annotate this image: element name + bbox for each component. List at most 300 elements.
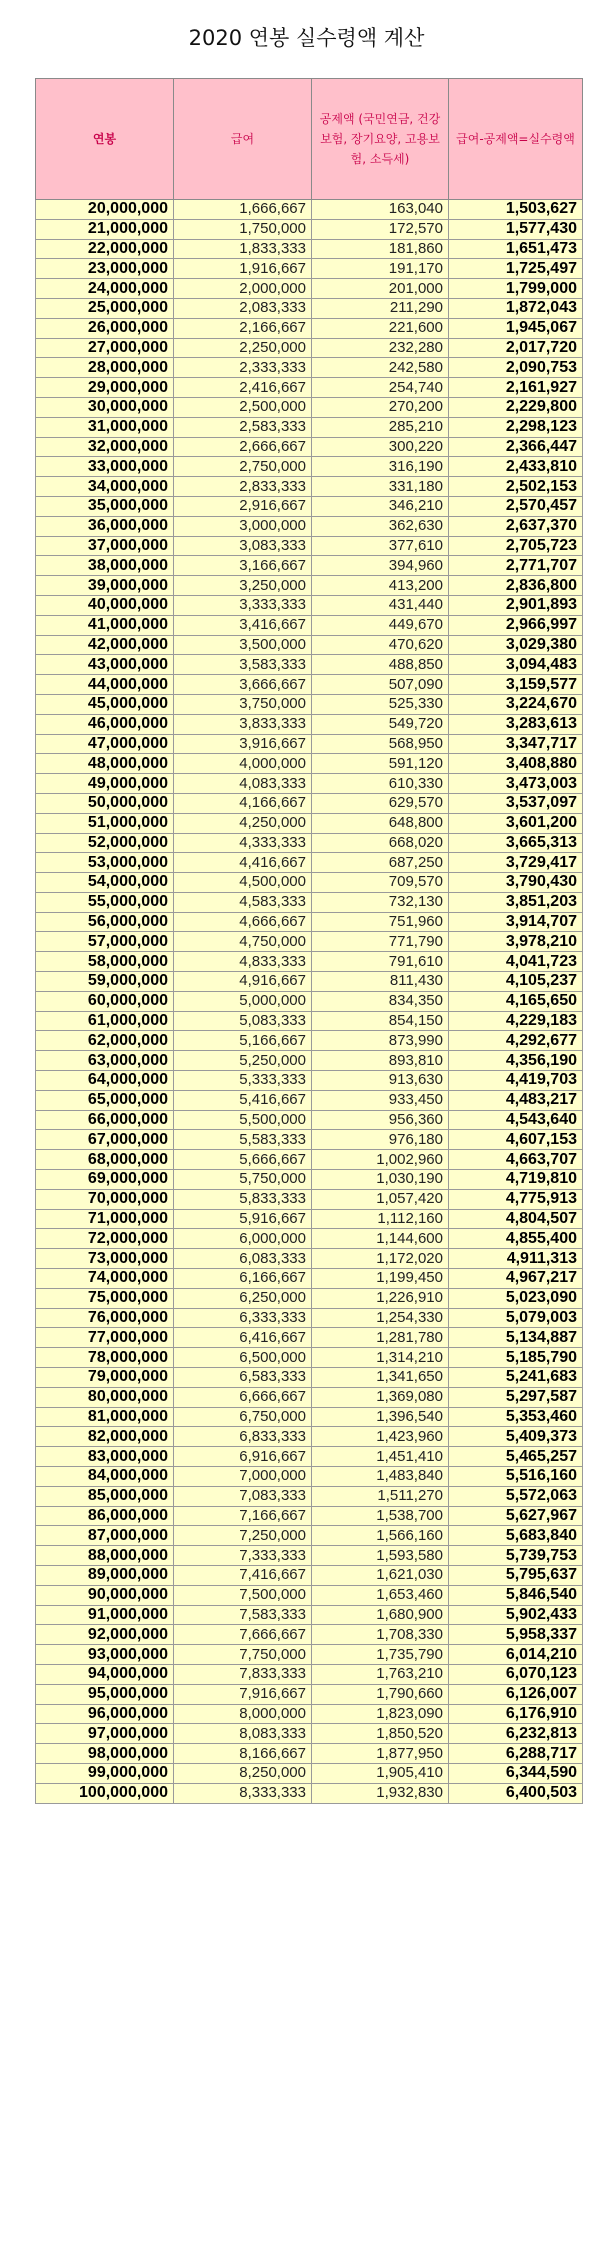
cell-net-pay: 3,665,313	[449, 833, 583, 853]
cell-deductions: 591,120	[312, 754, 449, 774]
table-row	[36, 358, 583, 378]
cell-monthly-pay: 7,583,333	[174, 1605, 312, 1625]
cell-annual-salary: 40,000,000	[36, 595, 174, 615]
table-row	[36, 1368, 583, 1388]
cell-net-pay: 5,739,753	[449, 1546, 583, 1566]
cell-annual-salary: 92,000,000	[36, 1625, 174, 1645]
cell-annual-salary: 74,000,000	[36, 1269, 174, 1289]
cell-annual-salary: 24,000,000	[36, 279, 174, 299]
cell-deductions: 956,360	[312, 1110, 449, 1130]
cell-net-pay: 2,298,123	[449, 417, 583, 437]
cell-monthly-pay: 6,916,667	[174, 1447, 312, 1467]
table-row	[36, 1783, 583, 1803]
cell-annual-salary: 42,000,000	[36, 635, 174, 655]
page-title: 2020 연봉 실수령액 계산	[188, 26, 425, 50]
cell-annual-salary: 38,000,000	[36, 556, 174, 576]
table-row	[36, 1427, 583, 1447]
table-row	[36, 813, 583, 833]
cell-net-pay: 2,017,720	[449, 338, 583, 358]
cell-net-pay: 3,094,483	[449, 655, 583, 675]
table-row	[36, 1447, 583, 1467]
cell-annual-salary: 71,000,000	[36, 1209, 174, 1229]
cell-annual-salary: 95,000,000	[36, 1684, 174, 1704]
cell-deductions: 201,000	[312, 279, 449, 299]
cell-annual-salary: 20,000,000	[36, 200, 174, 220]
cell-monthly-pay: 3,000,000	[174, 516, 312, 536]
cell-annual-salary: 70,000,000	[36, 1189, 174, 1209]
cell-net-pay: 5,958,337	[449, 1625, 583, 1645]
cell-monthly-pay: 7,000,000	[174, 1467, 312, 1487]
cell-deductions: 1,763,210	[312, 1664, 449, 1684]
cell-annual-salary: 99,000,000	[36, 1763, 174, 1783]
cell-net-pay: 2,771,707	[449, 556, 583, 576]
table-row	[36, 853, 583, 873]
cell-monthly-pay: 2,500,000	[174, 397, 312, 417]
cell-monthly-pay: 3,750,000	[174, 694, 312, 714]
cell-net-pay: 2,090,753	[449, 358, 583, 378]
cell-net-pay: 5,902,433	[449, 1605, 583, 1625]
cell-deductions: 1,680,900	[312, 1605, 449, 1625]
cell-annual-salary: 46,000,000	[36, 714, 174, 734]
cell-annual-salary: 72,000,000	[36, 1229, 174, 1249]
cell-annual-salary: 68,000,000	[36, 1150, 174, 1170]
table-row	[36, 952, 583, 972]
cell-deductions: 1,621,030	[312, 1565, 449, 1585]
cell-annual-salary: 67,000,000	[36, 1130, 174, 1150]
cell-annual-salary: 89,000,000	[36, 1565, 174, 1585]
cell-monthly-pay: 7,333,333	[174, 1546, 312, 1566]
cell-deductions: 346,210	[312, 496, 449, 516]
cell-deductions: 1,057,420	[312, 1189, 449, 1209]
cell-monthly-pay: 4,000,000	[174, 754, 312, 774]
table-row	[36, 1269, 583, 1289]
table-row	[36, 1071, 583, 1091]
cell-deductions: 362,630	[312, 516, 449, 536]
cell-deductions: 1,144,600	[312, 1229, 449, 1249]
cell-monthly-pay: 4,416,667	[174, 853, 312, 873]
table-row	[36, 536, 583, 556]
cell-deductions: 873,990	[312, 1031, 449, 1051]
cell-monthly-pay: 3,916,667	[174, 734, 312, 754]
salary-table-container	[35, 78, 582, 1804]
cell-deductions: 507,090	[312, 675, 449, 695]
cell-monthly-pay: 4,666,667	[174, 912, 312, 932]
cell-monthly-pay: 5,000,000	[174, 991, 312, 1011]
cell-deductions: 933,450	[312, 1090, 449, 1110]
table-row	[36, 338, 583, 358]
cell-monthly-pay: 1,750,000	[174, 219, 312, 239]
cell-monthly-pay: 6,583,333	[174, 1368, 312, 1388]
cell-deductions: 751,960	[312, 912, 449, 932]
cell-monthly-pay: 3,583,333	[174, 655, 312, 675]
cell-monthly-pay: 5,250,000	[174, 1051, 312, 1071]
cell-net-pay: 1,651,473	[449, 239, 583, 259]
table-row	[36, 239, 583, 259]
cell-deductions: 1,112,160	[312, 1209, 449, 1229]
cell-deductions: 1,002,960	[312, 1150, 449, 1170]
cell-annual-salary: 97,000,000	[36, 1724, 174, 1744]
cell-annual-salary: 84,000,000	[36, 1467, 174, 1487]
cell-deductions: 1,932,830	[312, 1783, 449, 1803]
cell-monthly-pay: 3,833,333	[174, 714, 312, 734]
table-row	[36, 1170, 583, 1190]
cell-monthly-pay: 2,000,000	[174, 279, 312, 299]
cell-annual-salary: 58,000,000	[36, 952, 174, 972]
cell-net-pay: 2,705,723	[449, 536, 583, 556]
cell-monthly-pay: 4,083,333	[174, 774, 312, 794]
cell-monthly-pay: 3,166,667	[174, 556, 312, 576]
cell-annual-salary: 29,000,000	[36, 378, 174, 398]
table-row	[36, 873, 583, 893]
cell-net-pay: 5,683,840	[449, 1526, 583, 1546]
cell-net-pay: 3,159,577	[449, 675, 583, 695]
cell-deductions: 1,850,520	[312, 1724, 449, 1744]
cell-annual-salary: 32,000,000	[36, 437, 174, 457]
cell-monthly-pay: 6,500,000	[174, 1348, 312, 1368]
cell-monthly-pay: 2,083,333	[174, 298, 312, 318]
cell-net-pay: 6,126,007	[449, 1684, 583, 1704]
cell-annual-salary: 53,000,000	[36, 853, 174, 873]
cell-annual-salary: 63,000,000	[36, 1051, 174, 1071]
cell-net-pay: 3,029,380	[449, 635, 583, 655]
cell-deductions: 648,800	[312, 813, 449, 833]
cell-monthly-pay: 5,166,667	[174, 1031, 312, 1051]
cell-monthly-pay: 6,000,000	[174, 1229, 312, 1249]
cell-net-pay: 6,070,123	[449, 1664, 583, 1684]
cell-net-pay: 5,353,460	[449, 1407, 583, 1427]
table-row	[36, 714, 583, 734]
cell-monthly-pay: 2,583,333	[174, 417, 312, 437]
table-row	[36, 1090, 583, 1110]
cell-monthly-pay: 7,083,333	[174, 1486, 312, 1506]
cell-monthly-pay: 5,833,333	[174, 1189, 312, 1209]
cell-annual-salary: 91,000,000	[36, 1605, 174, 1625]
cell-monthly-pay: 6,666,667	[174, 1387, 312, 1407]
cell-deductions: 431,440	[312, 595, 449, 615]
cell-deductions: 1,199,450	[312, 1269, 449, 1289]
cell-monthly-pay: 2,750,000	[174, 457, 312, 477]
table-row	[36, 437, 583, 457]
cell-net-pay: 5,134,887	[449, 1328, 583, 1348]
cell-annual-salary: 78,000,000	[36, 1348, 174, 1368]
cell-net-pay: 6,288,717	[449, 1744, 583, 1764]
cell-monthly-pay: 6,083,333	[174, 1249, 312, 1269]
cell-net-pay: 4,105,237	[449, 972, 583, 992]
cell-annual-salary: 35,000,000	[36, 496, 174, 516]
cell-monthly-pay: 4,500,000	[174, 873, 312, 893]
cell-net-pay: 4,543,640	[449, 1110, 583, 1130]
cell-net-pay: 4,419,703	[449, 1071, 583, 1091]
cell-monthly-pay: 7,666,667	[174, 1625, 312, 1645]
cell-monthly-pay: 1,916,667	[174, 259, 312, 279]
table-row	[36, 595, 583, 615]
cell-net-pay: 5,795,637	[449, 1565, 583, 1585]
cell-net-pay: 4,663,707	[449, 1150, 583, 1170]
cell-deductions: 854,150	[312, 1011, 449, 1031]
table-row	[36, 1130, 583, 1150]
cell-net-pay: 2,901,893	[449, 595, 583, 615]
cell-deductions: 1,735,790	[312, 1645, 449, 1665]
cell-net-pay: 4,719,810	[449, 1170, 583, 1190]
cell-deductions: 1,254,330	[312, 1308, 449, 1328]
cell-deductions: 1,314,210	[312, 1348, 449, 1368]
cell-monthly-pay: 6,833,333	[174, 1427, 312, 1447]
cell-monthly-pay: 7,750,000	[174, 1645, 312, 1665]
cell-annual-salary: 57,000,000	[36, 932, 174, 952]
header-net-pay: 급여-공제액=실수령액	[449, 79, 583, 200]
table-row	[36, 1625, 583, 1645]
header-monthly-pay: 급여	[174, 79, 312, 200]
cell-monthly-pay: 7,500,000	[174, 1585, 312, 1605]
cell-deductions: 377,610	[312, 536, 449, 556]
cell-annual-salary: 82,000,000	[36, 1427, 174, 1447]
cell-annual-salary: 21,000,000	[36, 219, 174, 239]
table-row	[36, 1744, 583, 1764]
table-row	[36, 1486, 583, 1506]
cell-net-pay: 2,502,153	[449, 477, 583, 497]
cell-monthly-pay: 6,250,000	[174, 1288, 312, 1308]
cell-net-pay: 3,347,717	[449, 734, 583, 754]
cell-annual-salary: 26,000,000	[36, 318, 174, 338]
cell-deductions: 1,790,660	[312, 1684, 449, 1704]
table-row	[36, 1763, 583, 1783]
cell-monthly-pay: 8,333,333	[174, 1783, 312, 1803]
cell-monthly-pay: 4,833,333	[174, 952, 312, 972]
cell-deductions: 1,653,460	[312, 1585, 449, 1605]
table-row	[36, 1704, 583, 1724]
table-row	[36, 932, 583, 952]
cell-net-pay: 1,799,000	[449, 279, 583, 299]
cell-net-pay: 3,729,417	[449, 853, 583, 873]
table-row	[36, 1011, 583, 1031]
cell-deductions: 211,290	[312, 298, 449, 318]
cell-annual-salary: 59,000,000	[36, 972, 174, 992]
table-row	[36, 279, 583, 299]
cell-deductions: 172,570	[312, 219, 449, 239]
cell-annual-salary: 96,000,000	[36, 1704, 174, 1724]
cell-deductions: 285,210	[312, 417, 449, 437]
table-row	[36, 298, 583, 318]
cell-deductions: 668,020	[312, 833, 449, 853]
cell-monthly-pay: 5,500,000	[174, 1110, 312, 1130]
cell-monthly-pay: 7,250,000	[174, 1526, 312, 1546]
cell-net-pay: 2,637,370	[449, 516, 583, 536]
cell-net-pay: 4,607,153	[449, 1130, 583, 1150]
cell-annual-salary: 33,000,000	[36, 457, 174, 477]
table-row	[36, 397, 583, 417]
table-row	[36, 1150, 583, 1170]
cell-annual-salary: 93,000,000	[36, 1645, 174, 1665]
cell-annual-salary: 88,000,000	[36, 1546, 174, 1566]
cell-net-pay: 3,537,097	[449, 793, 583, 813]
cell-monthly-pay: 1,833,333	[174, 239, 312, 259]
cell-deductions: 1,369,080	[312, 1387, 449, 1407]
cell-net-pay: 4,911,313	[449, 1249, 583, 1269]
cell-deductions: 1,823,090	[312, 1704, 449, 1724]
cell-net-pay: 2,433,810	[449, 457, 583, 477]
cell-deductions: 1,593,580	[312, 1546, 449, 1566]
cell-deductions: 610,330	[312, 774, 449, 794]
cell-monthly-pay: 6,166,667	[174, 1269, 312, 1289]
cell-deductions: 394,960	[312, 556, 449, 576]
table-row	[36, 1051, 583, 1071]
cell-deductions: 976,180	[312, 1130, 449, 1150]
cell-net-pay: 5,627,967	[449, 1506, 583, 1526]
cell-net-pay: 5,185,790	[449, 1348, 583, 1368]
cell-annual-salary: 66,000,000	[36, 1110, 174, 1130]
cell-net-pay: 5,079,003	[449, 1308, 583, 1328]
cell-net-pay: 5,465,257	[449, 1447, 583, 1467]
cell-annual-salary: 87,000,000	[36, 1526, 174, 1546]
cell-net-pay: 3,914,707	[449, 912, 583, 932]
cell-deductions: 1,905,410	[312, 1763, 449, 1783]
cell-annual-salary: 64,000,000	[36, 1071, 174, 1091]
table-row	[36, 219, 583, 239]
table-row	[36, 576, 583, 596]
cell-deductions: 232,280	[312, 338, 449, 358]
table-row	[36, 1565, 583, 1585]
cell-monthly-pay: 6,750,000	[174, 1407, 312, 1427]
cell-monthly-pay: 8,166,667	[174, 1744, 312, 1764]
table-row	[36, 833, 583, 853]
table-row	[36, 1288, 583, 1308]
cell-deductions: 449,670	[312, 615, 449, 635]
table-row	[36, 200, 583, 220]
cell-annual-salary: 37,000,000	[36, 536, 174, 556]
table-row	[36, 793, 583, 813]
cell-net-pay: 3,473,003	[449, 774, 583, 794]
cell-net-pay: 6,176,910	[449, 1704, 583, 1724]
table-row	[36, 1209, 583, 1229]
table-body	[36, 200, 583, 1804]
cell-annual-salary: 56,000,000	[36, 912, 174, 932]
cell-monthly-pay: 6,333,333	[174, 1308, 312, 1328]
cell-net-pay: 4,229,183	[449, 1011, 583, 1031]
table-row	[36, 972, 583, 992]
cell-net-pay: 5,023,090	[449, 1288, 583, 1308]
cell-annual-salary: 73,000,000	[36, 1249, 174, 1269]
cell-net-pay: 4,041,723	[449, 952, 583, 972]
table-row	[36, 635, 583, 655]
cell-annual-salary: 55,000,000	[36, 892, 174, 912]
cell-deductions: 771,790	[312, 932, 449, 952]
cell-monthly-pay: 4,166,667	[174, 793, 312, 813]
cell-monthly-pay: 8,000,000	[174, 1704, 312, 1724]
cell-net-pay: 6,014,210	[449, 1645, 583, 1665]
cell-net-pay: 2,161,927	[449, 378, 583, 398]
cell-deductions: 568,950	[312, 734, 449, 754]
cell-deductions: 316,190	[312, 457, 449, 477]
cell-net-pay: 5,846,540	[449, 1585, 583, 1605]
cell-deductions: 1,451,410	[312, 1447, 449, 1467]
table-row	[36, 516, 583, 536]
cell-monthly-pay: 2,833,333	[174, 477, 312, 497]
table-row	[36, 675, 583, 695]
cell-net-pay: 1,945,067	[449, 318, 583, 338]
table-row	[36, 417, 583, 437]
cell-monthly-pay: 5,083,333	[174, 1011, 312, 1031]
table-row	[36, 1189, 583, 1209]
table-row	[36, 991, 583, 1011]
cell-monthly-pay: 2,333,333	[174, 358, 312, 378]
cell-deductions: 913,630	[312, 1071, 449, 1091]
cell-monthly-pay: 2,166,667	[174, 318, 312, 338]
table-row	[36, 912, 583, 932]
cell-deductions: 331,180	[312, 477, 449, 497]
cell-net-pay: 4,292,677	[449, 1031, 583, 1051]
cell-deductions: 163,040	[312, 200, 449, 220]
cell-deductions: 525,330	[312, 694, 449, 714]
table-row	[36, 378, 583, 398]
table-row	[36, 1546, 583, 1566]
cell-deductions: 488,850	[312, 655, 449, 675]
table-row	[36, 1348, 583, 1368]
cell-annual-salary: 83,000,000	[36, 1447, 174, 1467]
cell-monthly-pay: 1,666,667	[174, 200, 312, 220]
cell-deductions: 811,430	[312, 972, 449, 992]
cell-monthly-pay: 8,083,333	[174, 1724, 312, 1744]
table-row	[36, 1664, 583, 1684]
cell-monthly-pay: 3,250,000	[174, 576, 312, 596]
cell-annual-salary: 34,000,000	[36, 477, 174, 497]
table-row	[36, 259, 583, 279]
table-row	[36, 1031, 583, 1051]
cell-annual-salary: 28,000,000	[36, 358, 174, 378]
cell-annual-salary: 48,000,000	[36, 754, 174, 774]
header-annual-salary: 연봉	[36, 79, 174, 200]
cell-monthly-pay: 3,416,667	[174, 615, 312, 635]
cell-net-pay: 2,836,800	[449, 576, 583, 596]
cell-monthly-pay: 6,416,667	[174, 1328, 312, 1348]
cell-deductions: 791,610	[312, 952, 449, 972]
table-row	[36, 754, 583, 774]
cell-annual-salary: 27,000,000	[36, 338, 174, 358]
cell-net-pay: 3,851,203	[449, 892, 583, 912]
cell-annual-salary: 75,000,000	[36, 1288, 174, 1308]
cell-net-pay: 4,855,400	[449, 1229, 583, 1249]
cell-monthly-pay: 2,916,667	[174, 496, 312, 516]
cell-annual-salary: 90,000,000	[36, 1585, 174, 1605]
cell-annual-salary: 86,000,000	[36, 1506, 174, 1526]
cell-monthly-pay: 3,666,667	[174, 675, 312, 695]
cell-monthly-pay: 8,250,000	[174, 1763, 312, 1783]
cell-deductions: 629,570	[312, 793, 449, 813]
cell-annual-salary: 23,000,000	[36, 259, 174, 279]
cell-monthly-pay: 4,250,000	[174, 813, 312, 833]
cell-annual-salary: 79,000,000	[36, 1368, 174, 1388]
cell-annual-salary: 36,000,000	[36, 516, 174, 536]
cell-monthly-pay: 4,750,000	[174, 932, 312, 952]
cell-deductions: 221,600	[312, 318, 449, 338]
cell-annual-salary: 54,000,000	[36, 873, 174, 893]
cell-deductions: 1,396,540	[312, 1407, 449, 1427]
cell-deductions: 242,580	[312, 358, 449, 378]
cell-deductions: 1,341,650	[312, 1368, 449, 1388]
cell-annual-salary: 51,000,000	[36, 813, 174, 833]
cell-deductions: 549,720	[312, 714, 449, 734]
cell-deductions: 270,200	[312, 397, 449, 417]
cell-monthly-pay: 3,500,000	[174, 635, 312, 655]
table-row	[36, 1585, 583, 1605]
cell-net-pay: 1,725,497	[449, 259, 583, 279]
cell-monthly-pay: 5,416,667	[174, 1090, 312, 1110]
cell-annual-salary: 80,000,000	[36, 1387, 174, 1407]
cell-net-pay: 3,601,200	[449, 813, 583, 833]
cell-net-pay: 6,400,503	[449, 1783, 583, 1803]
cell-annual-salary: 31,000,000	[36, 417, 174, 437]
cell-annual-salary: 81,000,000	[36, 1407, 174, 1427]
cell-net-pay: 5,409,373	[449, 1427, 583, 1447]
